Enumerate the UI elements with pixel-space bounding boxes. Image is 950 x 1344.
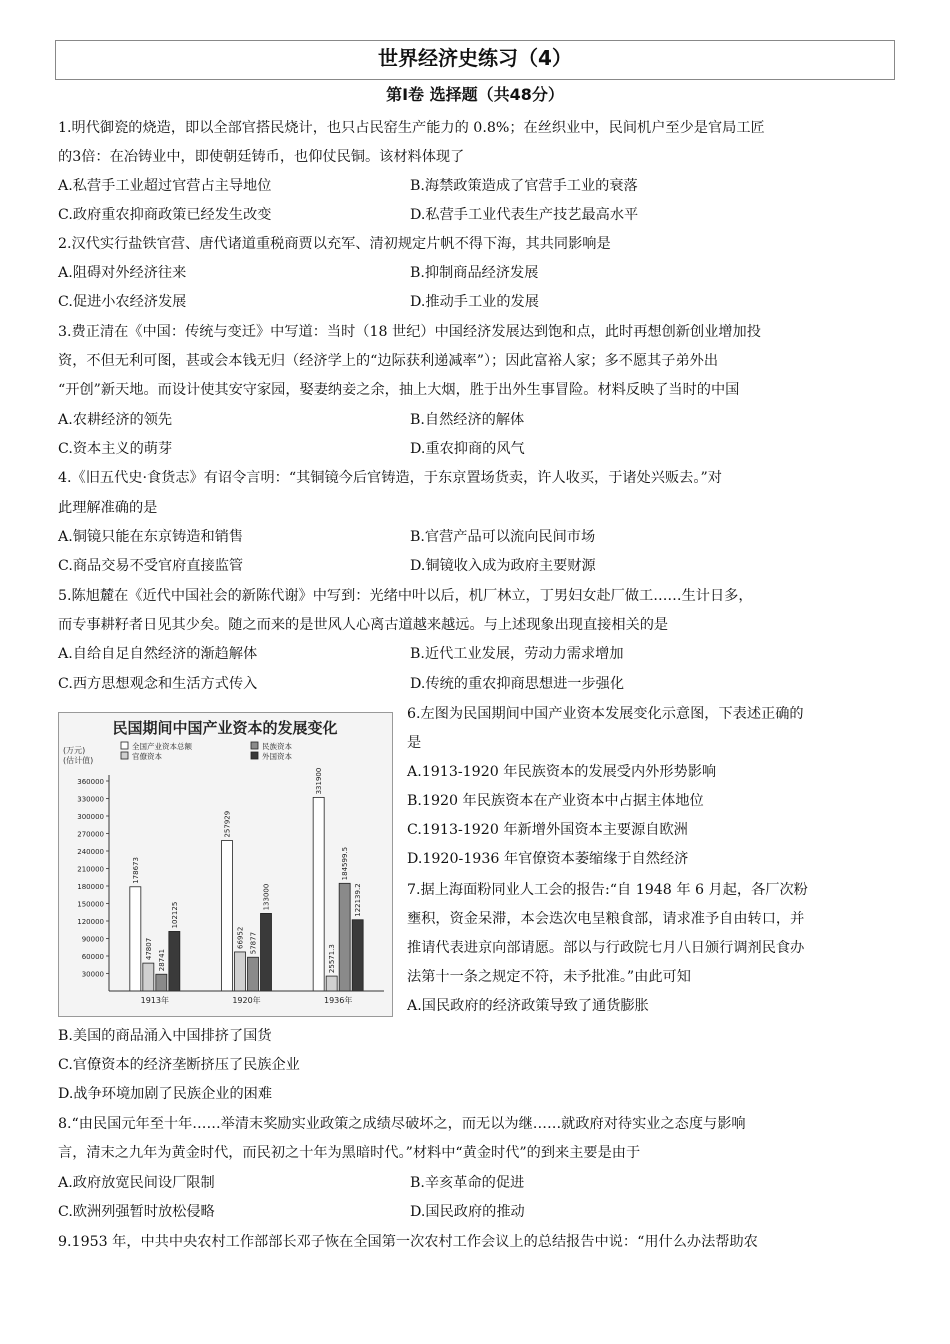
q1-option-c[interactable]: C.政府重农抑商政策已经发生改变 — [58, 207, 272, 223]
q3-option-b[interactable]: B.自然经济的解体 — [410, 412, 525, 428]
q4-option-b[interactable]: B.官营产品可以流向民间市场 — [410, 529, 596, 545]
q2-stem-line1: 2.汉代实行盐铁官营、唐代诸道重税商贾以充军、清初规定片帆不得下海，其共同影响是 — [58, 236, 611, 252]
q3-option-a[interactable]: A.农耕经济的领先 — [58, 412, 173, 428]
q7-stem-line1: 7.据上海面粉同业人工会的报告:“自 1948 年 6 月起，各厂次粉 — [407, 882, 808, 898]
chart-ylabel-unit: (万元) — [63, 746, 86, 755]
q3-option-c[interactable]: C.资本主义的萌芽 — [58, 441, 173, 457]
y-tick-label: 150000 — [77, 900, 104, 909]
x-tick-label: 1920年 — [232, 996, 261, 1005]
chart-ylabel-note: (估计值) — [63, 756, 94, 765]
y-tick-label: 240000 — [77, 848, 104, 856]
bar-value-label: 66952 — [236, 926, 245, 949]
legend-label: 全国产业资本总额 — [132, 742, 192, 751]
bar — [248, 957, 259, 991]
q5-stem-line2: 而专事耕籽者日见其少矣。随之而来的是世风人心离古道越来越远。与上述现象出现直接相关的是 — [58, 617, 669, 633]
q1-stem-line1: 1.明代御瓷的烧造，即以全部官搭民烧计，也只占民窑生产能力的 0.8%；在丝织业中，民间机户至少是官局工匠 — [58, 120, 765, 136]
q6-stem-line1: 6.左图为民国期间中国产业资本发展变化示意图，下表述正确的 — [407, 706, 804, 722]
chart-title: 民国期间中国产业资本的发展变化 — [112, 719, 338, 737]
q4-stem-line2: 此理解准确的是 — [58, 500, 158, 516]
chart-legend — [121, 741, 292, 761]
x-tick-label: 1936年 — [323, 996, 353, 1005]
bar-value-label: 133000 — [262, 883, 271, 911]
q7-stem-line3: 推请代表进京向部请愿。部以与行政院七月八日颁行调剂民食办 — [407, 940, 805, 956]
q3-option-d[interactable]: D.重农抑商的风气 — [410, 441, 525, 457]
bar — [352, 920, 363, 991]
q8-option-d[interactable]: D.国民政府的推动 — [410, 1204, 525, 1220]
y-tick-label: 90000 — [81, 935, 104, 944]
q3-stem-line3: “开创”新天地。而设计使其安守家园，娶妻纳妾之余，抽上大烟，胜于出外生事冒险。材料反映了当时的中国 — [58, 382, 740, 398]
q7-option-c[interactable]: C.官僚资本的经济垄断挤压了民族企业 — [58, 1057, 300, 1073]
bar-value-label: 257929 — [223, 810, 232, 838]
legend-swatch — [121, 742, 128, 749]
q5-option-c[interactable]: C.西方思想观念和生活方式传入 — [58, 676, 258, 692]
q6-option-d[interactable]: D.1920-1936 年官僚资本萎缩缘于自然经济 — [407, 851, 689, 867]
q5-option-a[interactable]: A.自给自足自然经济的渐趋解体 — [58, 646, 258, 662]
y-tick-label: 330000 — [77, 795, 104, 804]
bar — [235, 952, 246, 991]
q3-stem-line2: 资，不但无利可图，甚或会本钱无归（经济学上的“边际获利递减率”）；因此富裕人家；多不愿其子弟外出 — [58, 353, 719, 369]
q2-option-b[interactable]: B.抑制商品经济发展 — [410, 265, 539, 281]
chart-y-axis — [77, 775, 109, 991]
q8-option-b[interactable]: B.辛亥革命的促进 — [410, 1175, 525, 1191]
bar-value-label: 102125 — [170, 901, 179, 929]
bar-value-label: 184599.5 — [341, 846, 350, 881]
q5-stem-line1: 5.陈旭麓在《近代中国社会的新陈代谢》中写到：光绪中叶以后，机厂林立，丁男妇女赴厂做工……生计日多， — [58, 588, 753, 604]
bar — [326, 976, 337, 991]
q7-option-a[interactable]: A.国民政府的经济政策导致了通货膨胀 — [407, 998, 649, 1014]
q8-option-c[interactable]: C.欧洲列强暂时放松侵略 — [58, 1204, 215, 1220]
capital-chart-svg — [59, 713, 392, 1016]
chart-bars — [130, 768, 363, 991]
q2-option-c[interactable]: C.促进小农经济发展 — [58, 294, 187, 310]
legend-swatch — [251, 742, 258, 749]
q7-stem-line2: 壅积，资金呆滞，本会迭次电呈粮食部，请求准予自由转口，并 — [407, 911, 805, 927]
y-tick-label: 270000 — [77, 830, 104, 839]
y-tick-label: 60000 — [81, 953, 104, 961]
q9-stem-line1: 9.1953 年，中共中央农村工作部部长邓子恢在全国第一次农村工作会议上的总结报告中说：“用什么办法帮助农 — [58, 1234, 758, 1250]
q7-stem-line4: 法第十一条之规定不符，未予批准。”由此可知 — [407, 969, 691, 985]
y-tick-label: 180000 — [77, 883, 104, 891]
q5-option-d[interactable]: D.传统的重农抑商思想进一步强化 — [410, 676, 625, 692]
bar — [169, 931, 180, 991]
chart-x-axis — [109, 991, 384, 1005]
bar-value-label: 331900 — [315, 767, 324, 795]
bar — [313, 797, 324, 991]
q2-option-d[interactable]: D.推动手工业的发展 — [410, 294, 539, 310]
q8-stem-line2: 言，清末之九年为黄金时代，而民初之十年为黑暗时代。”材料中“黄金时代”的到来主要是由于 — [58, 1145, 641, 1161]
legend-swatch — [251, 752, 258, 759]
bar — [222, 841, 233, 991]
q2-option-a[interactable]: A.阻碍对外经济往来 — [58, 265, 187, 281]
bar — [130, 887, 141, 991]
legend-label: 外国资本 — [262, 752, 292, 761]
q7-option-d[interactable]: D.战争环境加剧了民族企业的困难 — [58, 1086, 273, 1102]
bar — [143, 963, 154, 991]
q4-option-a[interactable]: A.铜镜只能在东京铸造和销售 — [58, 529, 244, 545]
q6-option-c[interactable]: C.1913-1920 年新增外国资本主要源自欧洲 — [407, 822, 688, 838]
q8-option-a[interactable]: A.政府放宽民间设厂限制 — [58, 1175, 215, 1191]
bar-value-label: 122139.2 — [354, 883, 363, 917]
y-tick-label: 210000 — [77, 865, 104, 874]
bar — [261, 913, 272, 991]
y-tick-label: 30000 — [81, 970, 104, 979]
bar-value-label: 25571.3 — [328, 944, 337, 974]
q4-stem-line1: 4.《旧五代史·食货志》有诏令言明：“其铜镜今后官铸造，于东京置场货卖，许人收买，于诸处兴贩去。”对 — [58, 470, 722, 486]
bar-value-label: 178673 — [131, 857, 140, 884]
x-tick-label: 1913年 — [140, 996, 170, 1005]
y-tick-label: 360000 — [77, 778, 104, 786]
bar — [156, 974, 167, 991]
capital-chart — [58, 712, 393, 1017]
bar-value-label: 57877 — [249, 931, 258, 955]
q1-option-b[interactable]: B.海禁政策造成了官营手工业的衰落 — [410, 178, 638, 194]
q8-stem-line1: 8.“由民国元年至十年……举清末奖励实业政策之成绩尽破坏之，而无以为继……就政府对待实业之态度与影响 — [58, 1116, 746, 1132]
q1-option-a[interactable]: A.私营手工业超过官营占主导地位 — [58, 178, 272, 194]
q1-stem-line2: 的3倍：在冶铸业中，即使朝廷铸币，也仰仗民铜。该材料体现了 — [58, 149, 465, 165]
legend-label: 官僚资本 — [132, 752, 162, 761]
q7-option-b[interactable]: B.美国的商品涌入中国排挤了国货 — [58, 1028, 272, 1044]
bar-value-label: 28741 — [157, 948, 166, 972]
bar — [339, 883, 350, 991]
q5-option-b[interactable]: B.近代工业发展，劳动力需求增加 — [410, 646, 624, 662]
y-tick-label: 120000 — [77, 918, 104, 926]
section-heading: 第Ⅰ卷 选择题（共48分） — [386, 85, 564, 104]
page-title: 世界经济史练习（4） — [55, 40, 895, 80]
bar-value-label: 47807 — [144, 937, 153, 961]
q4-option-c[interactable]: C.商品交易不受官府直接监管 — [58, 558, 244, 574]
q6-option-b[interactable]: B.1920 年民族资本在产业资本中占据主体地位 — [407, 793, 704, 809]
legend-swatch — [121, 752, 128, 759]
q1-option-d[interactable]: D.私营手工业代表生产技艺最高水平 — [410, 207, 639, 223]
q4-option-d[interactable]: D.铜镜收入成为政府主要财源 — [410, 558, 596, 574]
q3-stem-line1: 3.费正清在《中国：传统与变迁》中写道：当时（18 世纪）中国经济发展达到饱和点，此时再想创新创业增加投 — [58, 324, 761, 340]
q6-stem-line2: 是 — [407, 735, 422, 751]
q6-option-a[interactable]: A.1913-1920 年民族资本的发展受内外形势影响 — [407, 764, 717, 780]
y-tick-label: 300000 — [77, 813, 104, 821]
legend-label: 民族资本 — [262, 742, 292, 751]
